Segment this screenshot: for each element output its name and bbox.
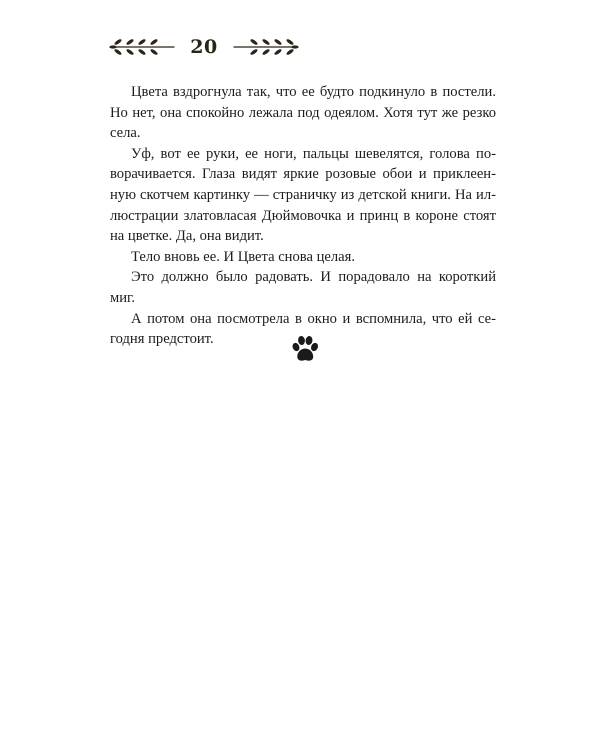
paragraph: Уф, вот ее руки, ее ноги, пальцы шевелятся, голова поворачивается. Глаза видят яркие розовые обои и приклеенную скотчем картинку — страничку из детской книги. На иллюстрации златовласая Дюймовочка и принц в короне стоят на цветке. Да, она видит.	[110, 145, 496, 245]
page-number: 20	[190, 36, 218, 58]
page-header	[108, 34, 300, 60]
body-text	[110, 82, 496, 350]
paragraph: Цвета вздрогнула так, что ее будто подкинуло в постели. Но нет, она спокойно лежала под одеялом. Хотя тут же резко села.	[110, 84, 496, 142]
paragraph: Тело вновь ее. И Цвета снова целая.	[131, 248, 356, 265]
laurel-branch-icon	[108, 34, 176, 60]
paragraph: А потом она посмотрела в окно и вспомнила, что ей сегодня предстоит.	[110, 310, 496, 348]
laurel-branch-icon	[232, 34, 300, 60]
paw-print-icon	[289, 333, 321, 365]
paragraph: Это должно было радовать. И порадовало на короткий миг.	[110, 269, 496, 306]
